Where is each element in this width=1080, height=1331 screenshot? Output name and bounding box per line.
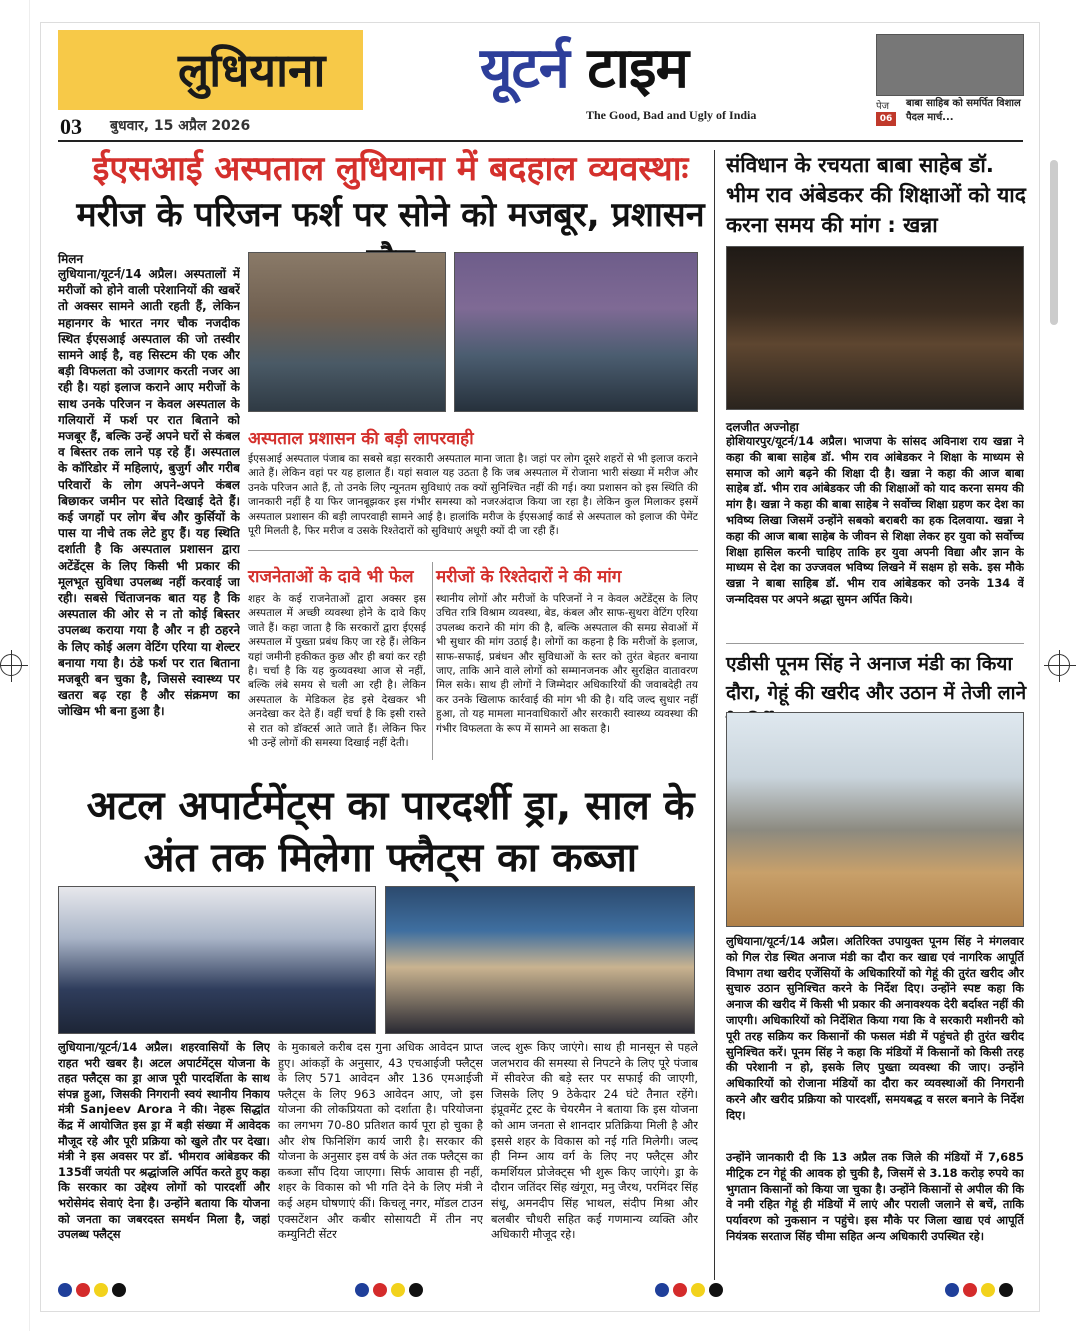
article1-headline-red: ईएसआई अस्पताल लुधियाना में बदहाल व्यवस्थाः (92, 149, 689, 189)
article3-body: होशियारपुर/यूटर्न/14 अप्रैल। भाजपा के सांसद अविनाश राय खन्ना ने कहा की बाबा साहेब डॉ. भीम राव आंबेडकर ने शिक्षा के माध्यम से समाज को आगे बढ़ने की शिक्षा दी है। खन्ना ने कहा की आज बाबा साहेब डॉ. भीम राव आंबेडकर जी की शिक्षाओं को याद करना समय की मांग है। खन्ना ने कहा की बाबा साहेब ने सर्वोच्च शिक्षा ग्रहण कर देश का भविष्य लिखा जिसमें उन्होंने सबको बराबरी का हक दिलवाया. खन्ना ने कहा की आज बाबा साहेब के जीवन से शिक्षा लेकर हर युवा को सर्वोच्च शिक्षा हासिल करनी चाहिए ताकि हर युवा अपनी विद्या और ज्ञान के माध्यम से देश का उज्जवल भविष्य लिखने में सक्षम हो सके. इस मौके खन्ना ने बाबा साहिब डॉ. भीम राव आंबेडकर को उनके 134 वें जन्मदिवस पर अपने श्रद्धा सुमन अर्पित किये। (726, 434, 1024, 606)
registration-mark-right (1048, 654, 1070, 676)
article1-subhead-3-body: स्थानीय लोगों और मरीजों के परिजनों ने न केवल अटेंडेंट्स के लिए उचित रात्रि विश्राम व्यवस्था, बेड, कंबल और साफ-सुथरा वेटिंग एरिया उपलब्ध कराने की मांग की है, बल्कि अस्पताल की समग्र सेवाओं में भी सुधार की मांग उठाई है। लोगों का कहना है कि मरीजों के इलाज, साफ-सफाई, प्रबंधन और सुविधाओं के स्तर को तुरंत बेहतर बनाया जाए, ताकि आने वाले लोगों को सम्मानजनक और सुरक्षित वातावरण मिल सके। साथ ही लोगों ने जिम्मेदार अधिकारियों की जवाबदेही तय कर उनके खिलाफ कार्रवाई की मांग भी की है। यदि जल्द सुधार नहीं हुआ, तो यह मामला मानवाधिकारों और सरकारी स्वास्थ्य व्यवस्था की गंभीर विफलता के रूप में सामने आ सकता है। (436, 593, 698, 735)
print-color-dots-center (355, 1282, 427, 1301)
print-color-dots-left (58, 1282, 130, 1301)
article1-subhead-1-body: ईएसआई अस्पताल पंजाब का सबसे बड़ा सरकारी अस्पताल माना जाता है। जहां पर लोग दूसरे शहरों से भी इलाज कराने आते हैं। लेकिन वहां पर यह हालात हैं। यहां सवाल यह उठता है कि जब अस्पताल में रोजाना भारी संख्या में मरीज और उनके परिजन आते हैं, तो उनके लिए न्यूनतम सुविधाएं तक क्यों सुनिश्चित नहीं की गई। क्या प्रशासन को इस स्थिति की जानकारी नहीं है या फिर जानबूझकर इस गंभीर समस्या को नजरअंदाज किया जा रहा है। लेकिन कुल मिलाकर इसमें अस्पताल प्रशासन की बड़ी लापरवाही सामने आई है। हालांकि मरीज के ईएसआई कार्ड से अस्पताल को इलाज की पेमेंट पूरी मिलती है, फिर मरीज व उसके रिश्तेदारों को सुविधाएं अधूरी क्यों दी जा रही हैं। (248, 453, 698, 538)
article4-headline: एडीसी पूनम सिंह ने अनाज मंडी का किया दौरा, गेहूं की खरीद और उठान में तेजी लाने (726, 653, 1027, 704)
tagline: The Good, Bad and Ugly of India (586, 108, 757, 122)
scrollbar[interactable] (1050, 160, 1058, 325)
article2-column-2: के मुकाबले करीब दस गुना अधिक आवेदन प्राप्त हुए। आंकड़ों के अनुसार, 43 एचआईजी फ्लैट्स के लिए 571 आवेदन और 136 एमआईजी फ्लैट्स के लिए 963 आवेदन आए, जो इस योजना की लोकप्रियता को दर्शाता है। परियोजना का लगभग 70-80 प्रतिशत कार्य पूरा हो चुका है और शेष फिनिशिंग कार्य जारी है। सरकार की योजना के अनुसार इस वर्ष के अंत तक फ्लैट्स का कब्जा सौंप दिया जाएगा। सिर्फ आवास ही नहीं, शहर के विकास को भी गति देने के लिए मंत्री ने कई अहम घोषणाएं कीं। किचलू नगर, मॉडल टाउन एक्सटेंशन और कबीर सोसायटी में तीन नए कम्युनिटी सेंटर (278, 1040, 483, 1242)
column-divider (432, 562, 433, 760)
teaser-page-badge: 06 (876, 112, 896, 126)
teaser-headline[interactable]: बाबा साहिब को समर्पित विशाल पैदल मार्च... (906, 98, 1021, 123)
page-number: 03 (60, 114, 82, 139)
teaser-label: पेज (876, 101, 890, 112)
article2-headline: अटल अपार्टमेंट्स का पारदर्शी ड्रा, साल के अंत तक मिलेगा फ्लैट्स का कब्जा (86, 783, 695, 881)
article2-column-3: जल्द शुरू किए जाएंगे। साथ ही मानसून से पहले जलभराव की समस्या से निपटने के लिए पूरे पंजाब में सीवरेज की बड़े स्तर पर सफाई की जाएगी, जिसके लिए 9 ठेकेदार 24 घंटे तैनात रहेंगे। इंप्रूवमेंट ट्रस्ट के चेयरमैन ने बताया कि इस योजना को आम जनता से शानदार प्रतिक्रिया मिली है और इससे शहर के विकास को नई गति मिलेगी। जल्द ही निम्न आय वर्ग के लिए नए फ्लैट्स और कमर्शियल प्रोजेक्ट्स भी शुरू किए जाएंगे। ड्रा के दौरान जतिंदर सिंह खंगूरा, मनु जैरथ, परमिंदर सिंह संधू, अमनदीप सिंह भाथल, संदीप मिश्रा और बलबीर चौधरी सहित कई गणमान्य व्यक्ति और अधिकारी मौजूद रहे। (491, 1040, 698, 1242)
section-divider (248, 550, 698, 551)
article1-byline: मिलन (58, 252, 84, 266)
article2-column-1: लुधियाना/यूटर्न/14 अप्रैल। शहरवासियों के लिए राहत भरी खबर है। अटल अपार्टमेंट्स योजना के तहत फ्लैट्स का ड्रा आज पूरी पारदर्शिता के साथ संपन्न हुआ, जिसकी निगरानी स्वयं स्थानीय निकाय मंत्री Sanjeev Arora ने की। नेहरू सिद्धांत केंद्र में आयोजित इस ड्रा में बड़ी संख्या में आवेदक मौजूद रहे और पूरी प्रक्रिया को खुले तौर पर देखा। मंत्री ने इस अवसर पर डॉ. भीमराव आंबेडकर की 135वीं जयंती पर श्रद्धांजलि अर्पित करते हुए कहा कि सरकार का उद्देश्य लोगों को पारदर्शी और भरोसेमंद सेवाएं देना है। उन्होंने बताया कि योजना को जनता का जबरदस्त समर्थन मिला है, जहां उपलब्ध फ्लैट्स (58, 1040, 270, 1242)
logo-part-1: यूटर्न (480, 36, 569, 101)
newspaper-logo (480, 28, 688, 104)
article1-subhead-2-body: शहर के कई राजनेताओं द्वारा अक्सर इस अस्पताल में अच्छी व्यवस्था होने के दावे किए जाते हैं। कहा जाता है कि सरकारों द्वारा ईएसई अस्पताल में पुख्ता प्रबंध किए जा रहे हैं। लेकिन यहां जमीनी हकीकत कुछ और ही बयां कर रही है। चर्चा है कि यह कुव्यवस्था आज से नहीं, बल्कि लंबे समय से चली आ रही है। लेकिन अस्पताल के मेडिकल हेड इसे देखकर भी अनदेखा कर देते हैं। वहीं चर्चा है कि इसी रास्ते से रात को डॉक्टर्स आते जाते हैं। लेकिन फिर भी उन्हें लोगों की समस्या दिखाई नहीं देती। (248, 593, 426, 750)
article4-body-1: लुधियाना/यूटर्न/14 अप्रैल। अतिरिक्त उपायुक्त पूनम सिंह ने मंगलवार को गिल रोड स्थित अनाज मंडी का दौरा कर खाद्य एवं नागरिक आपूर्ति विभाग तथा खरीद एजेंसियों के अधिकारियों को गेहूं की तुरंत खरीद और सुचारु उठान सुनिश्चित करने के निर्देश दिए। उन्होंने स्पष्ट कहा कि अनाज की खरीद में किसी भी प्रकार की अनावश्यक देरी बर्दाश्त नहीं की जाएगी। अधिकारियों को निर्देशित किया गया कि वे सरकारी मशीनरी को पूरी तरह सक्रिय कर किसानों की फसल मंडी में पहुंचते ही तुरंत खरीद सुनिश्चित करें। पूनम सिंह ने कहा कि मंडियों में किसानों को किसी तरह की परेशानी न हो, इसके लिए पुख्ता व्यवस्था की जाए। उन्होंने अधिकारियों को रोजाना मंडियों का दौरा कर व्यवस्थाओं की निगरानी करने और खरीद प्रक्रिया को पारदर्शी, समयबद्ध व सरल बनाने के निर्देश दिए। (726, 934, 1024, 1122)
article1-headline-black: मरीज के परिजन फर्श पर सोने को मजबूर, प्रशासन (76, 195, 705, 235)
print-color-dots-far-right (945, 1282, 1017, 1301)
atal-draw-photo-2[interactable] (385, 886, 695, 1034)
logo-part-2: टाइम (587, 36, 689, 101)
city-banner (58, 30, 363, 110)
registration-mark-left (0, 654, 22, 676)
article3-headline: संविधान के रचयता बाबा साहेब डॉ. भीम राव अंबेडकर की शिक्षाओं को याद करना समय की मांग : खन्ना (726, 153, 1026, 237)
ambedkar-event-photo[interactable] (726, 246, 1024, 410)
masthead-divider (58, 140, 1023, 142)
article1-subhead-1: अस्पताल प्रशासन की बड़ी लापरवाही (248, 429, 474, 449)
article4-body-2: उन्होंने जानकारी दी कि 13 अप्रैल तक जिले की मंडियों में 7,685 मीट्रिक टन गेहूं की आवक हो चुकी है, जिसमें से 3.18 करोड़ रुपये का भुगतान किसानों को किया जा चुका है। उन्होंने किसानों से अपील की कि वे नमी रहित गेहूं ही मंडियों में लाएं और पराली जलाने से बचें, ताकि पर्यावरण को नुकसान न पहुंचे। इस मौके पर जिला खाद्य एवं आपूर्ति नियंत्रक सरताज सिंह चीमा सहित अन्य अधिकारी उपस्थित रहे। (726, 1150, 1024, 1243)
main-column-divider (714, 150, 715, 1280)
hospital-corridor-photo-2[interactable] (454, 252, 698, 412)
city-name: लुधियाना (178, 43, 326, 97)
article1-body: लुधियाना/यूटर्न/14 अप्रैल। अस्पतालों में मरीजों को होने वाली परेशानियों की खबरें तो अक्सर सामने आती रहती हैं, लेकिन महानगर के भारत नगर चौक नजदीक स्थित ईएसआई अस्पताल की जो तस्वीर सामने आई है, वह सिस्टम की एक और बड़ी विफलता को उजागर करती नजर आ रही है। यहां इलाज कराने आए मरीजों के साथ उनके परिजन न केवल अस्पताल के गलियारों में फर्श पर रात बिताने को मजबूर हैं, बल्कि उन्हें अपने घरों से कंबल व बिस्तर तक लाने पड़ रहे हैं। अस्पताल के कॉरिडोर में महिलाएं, बुजुर्ग और गरीब परिवारों के लोग अपने-अपने कंबल बिछाकर जमीन पर सोते दिखाई देते हैं। कई जगहों पर लोग बेंच और कुर्सियों के पास या नीचे तक लेटे हुए हैं। यह स्थिति दर्शाती है कि अस्पताल प्रशासन द्वारा अटेंडेंट्स के लिए किसी भी प्रकार की मूलभूत सुविधा उपलब्ध नहीं करवाई जा रही। सबसे चिंताजनक बात यह है कि अस्पताल की ओर से न तो कोई बिस्तर उपलब्ध कराया गया है और न ही ठहरने के लिए कोई अलग वेटिंग एरिया या शेल्टर बनाया गया है। ठंडे फर्श पर रात बिताना मजबूरी बन चुका है, जिससे स्वास्थ्य पर खतरा बढ़ रहा है और संक्रमण का जोखिम भी बना हुआ है। (58, 267, 240, 719)
print-color-dots-right (655, 1282, 727, 1301)
issue-date: बुधवार, 15 अप्रैल 2026 (110, 118, 251, 134)
article3-byline: दलजीत अज्नोहा (726, 420, 799, 434)
grain-market-photo[interactable] (726, 712, 1024, 927)
atal-draw-photo-1[interactable] (58, 886, 376, 1034)
right-column-divider (726, 643, 1024, 644)
hospital-corridor-photo-1[interactable] (248, 252, 446, 412)
article1-subhead-3: मरीजों के रिश्तेदारों ने की मांग (436, 567, 622, 587)
article1-subhead-2: राजनेताओं के दावे भी फेल (248, 567, 414, 587)
teaser-photo[interactable] (876, 34, 1024, 96)
